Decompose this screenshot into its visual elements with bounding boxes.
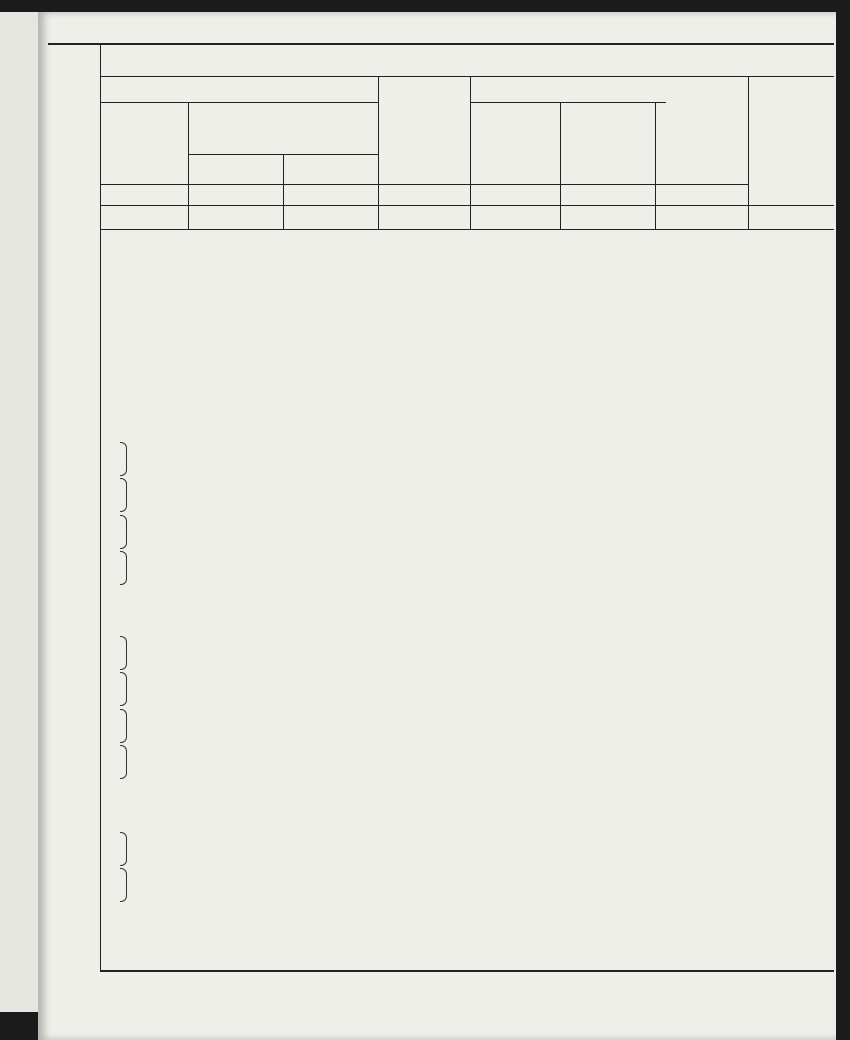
quarter-brace [120, 636, 127, 670]
document-page [38, 12, 836, 1040]
quarter-brace [120, 868, 127, 902]
vline-7 [748, 76, 749, 229]
quarter-brace [120, 832, 127, 866]
rule-zuid-amerika [100, 102, 378, 103]
vline-5 [560, 102, 561, 229]
quarter-brace [120, 745, 127, 779]
quarter-brace [120, 672, 127, 706]
rule-colnums [100, 229, 834, 230]
vline-4 [470, 76, 471, 229]
vline-3 [378, 76, 379, 229]
vline-1 [188, 102, 189, 229]
quarter-brace [120, 551, 127, 585]
quarter-brace [120, 709, 127, 743]
vline-6 [655, 102, 656, 229]
left-page-edge [0, 12, 40, 1012]
vline-left [100, 45, 101, 971]
rule-caraibisch [470, 102, 666, 103]
quarter-brace [120, 478, 127, 512]
vline-2 [283, 154, 284, 229]
rule-unit [100, 205, 834, 206]
rule-header-bottom [100, 184, 748, 185]
quarter-brace [120, 515, 127, 549]
rule-bottom [100, 970, 834, 972]
rule-top [48, 43, 834, 45]
quarter-brace [120, 442, 127, 476]
rule-title [100, 76, 834, 77]
